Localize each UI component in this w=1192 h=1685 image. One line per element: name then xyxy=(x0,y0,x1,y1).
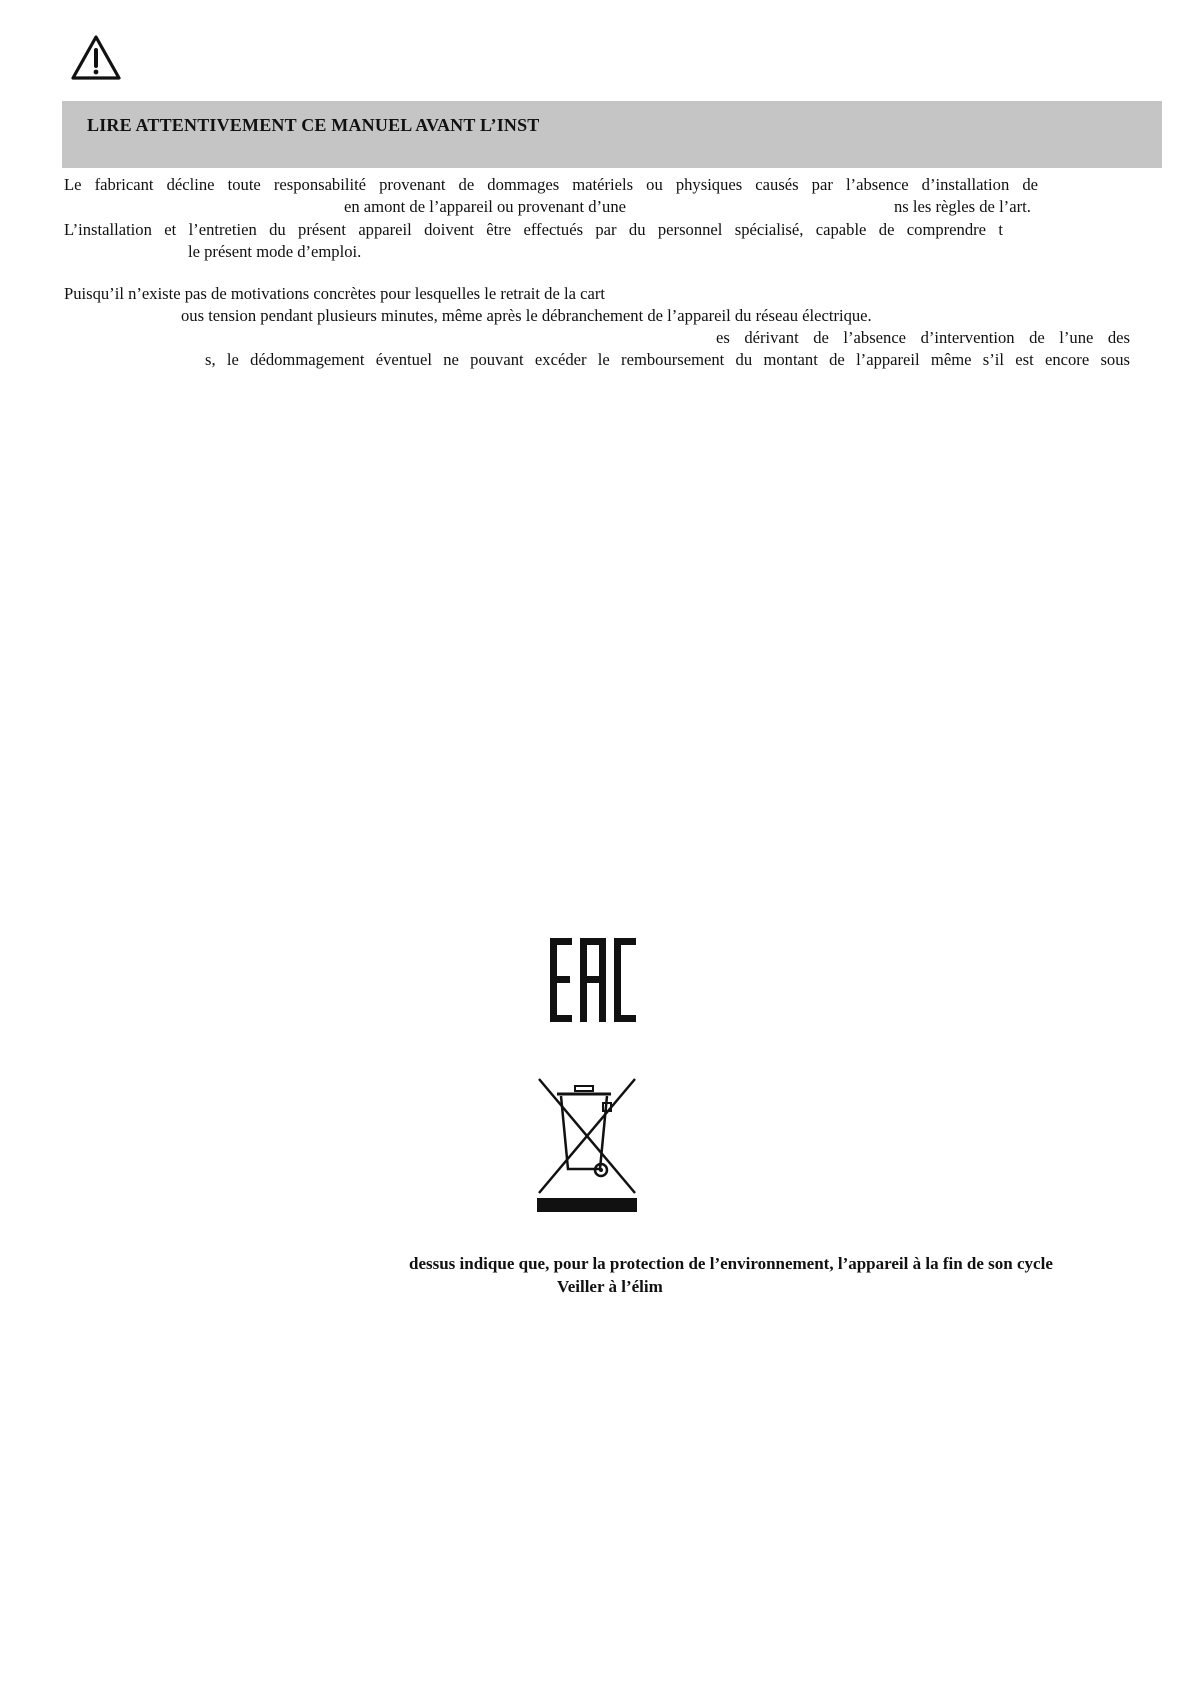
paragraph-1-line-1: Le fabricant décline toute responsabilité provenant de dommages matériels ou physiques causés par l’absence d’installation de xyxy=(64,175,1038,194)
paragraph-3-line-3: es dérivant de l’absence d’intervention de l’une des xyxy=(716,328,1130,347)
warning-triangle-icon xyxy=(70,34,122,82)
paragraph-3-line-1: Puisqu’il n’existe pas de motivations concrètes pour lesquelles le retrait de la cart xyxy=(64,284,605,303)
paragraph-1-line-2b: ns les règles de l’art. xyxy=(894,197,1031,216)
weee-crossed-bin-icon xyxy=(535,1075,639,1213)
weee-notice-line-2: Veiller à l’élim xyxy=(557,1277,663,1296)
header-bar xyxy=(62,101,1162,168)
weee-notice-line-1: dessus indique que, pour la protection de l’environnement, l’appareil à la fin de son cycle xyxy=(409,1254,1053,1273)
paragraph-2-line-2: le présent mode d’emploi. xyxy=(188,242,362,261)
paragraph-2-line-1: L’installation et l’entretien du présent appareil doivent être effectués par du personnel spécialisé, capable de comprendre t xyxy=(64,220,1003,239)
paragraph-1-line-2a: en amont de l’appareil ou provenant d’une xyxy=(344,197,626,216)
paragraph-3-line-4: s, le dédommagement éventuel ne pouvant excéder le remboursement du montant de l’appareil même s’il est encore sous xyxy=(205,350,1130,369)
eac-mark-icon xyxy=(548,932,638,1024)
header-title: LIRE ATTENTIVEMENT CE MANUEL AVANT L’INST xyxy=(87,115,540,135)
paragraph-3-line-2: ous tension pendant plusieurs minutes, même après le débranchement de l’appareil du réseau électrique. xyxy=(181,306,872,325)
